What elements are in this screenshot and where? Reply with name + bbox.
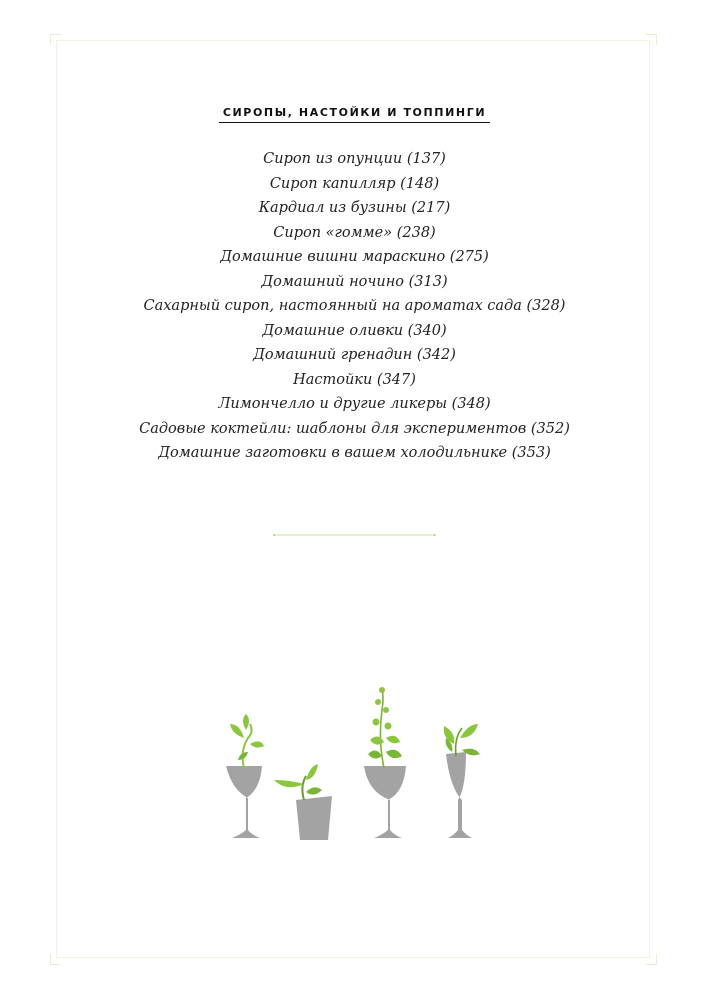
section-heading-wrap <box>0 101 709 123</box>
section-heading: СИРОПЫ, НАСТОЙКИ И ТОППИНГИ <box>219 106 490 123</box>
frame-corner-top-right <box>646 34 657 45</box>
flute-with-leafy-herb-icon <box>444 724 480 838</box>
contents-entry: Сироп капилляр (148) <box>269 175 440 192</box>
contents-entry: Садовые коктейли: шаблоны для экспериментов (352) <box>139 420 570 437</box>
contents-entry: Домашний ночино (313) <box>261 273 448 290</box>
goblet-with-sprout-icon <box>226 714 264 838</box>
contents-entry: Домашние оливки (340) <box>262 322 447 339</box>
tumbler-with-leaves-icon <box>274 764 332 840</box>
green-divider <box>192 534 517 536</box>
contents-entry: Кардиал из бузины (217) <box>258 200 451 216</box>
contents-entry: Сироп «гомме» (238) <box>273 224 436 241</box>
frame-corner-top-left <box>50 34 61 45</box>
contents-list <box>0 147 709 466</box>
contents-entry: Домашние вишни мараскино (275) <box>220 249 489 265</box>
contents-entry: Сахарный сироп, настоянный на ароматах сада (328) <box>143 298 566 314</box>
contents-entry: Домашние заготовки в вашем холодильнике (353) <box>158 445 551 461</box>
contents-entry: Домашний гренадин (342) <box>253 347 456 363</box>
frame-corner-bottom-left <box>50 954 61 965</box>
frame-corner-bottom-right <box>646 954 657 965</box>
potted-herbs-illustration <box>210 680 510 850</box>
contents-entry: Сироп из опунции (137) <box>263 151 446 167</box>
goblet-with-flowering-herb-icon <box>364 687 406 838</box>
contents-entry: Лимончелло и другие ликеры (348) <box>218 396 491 412</box>
contents-entry: Настойки (347) <box>293 371 416 388</box>
